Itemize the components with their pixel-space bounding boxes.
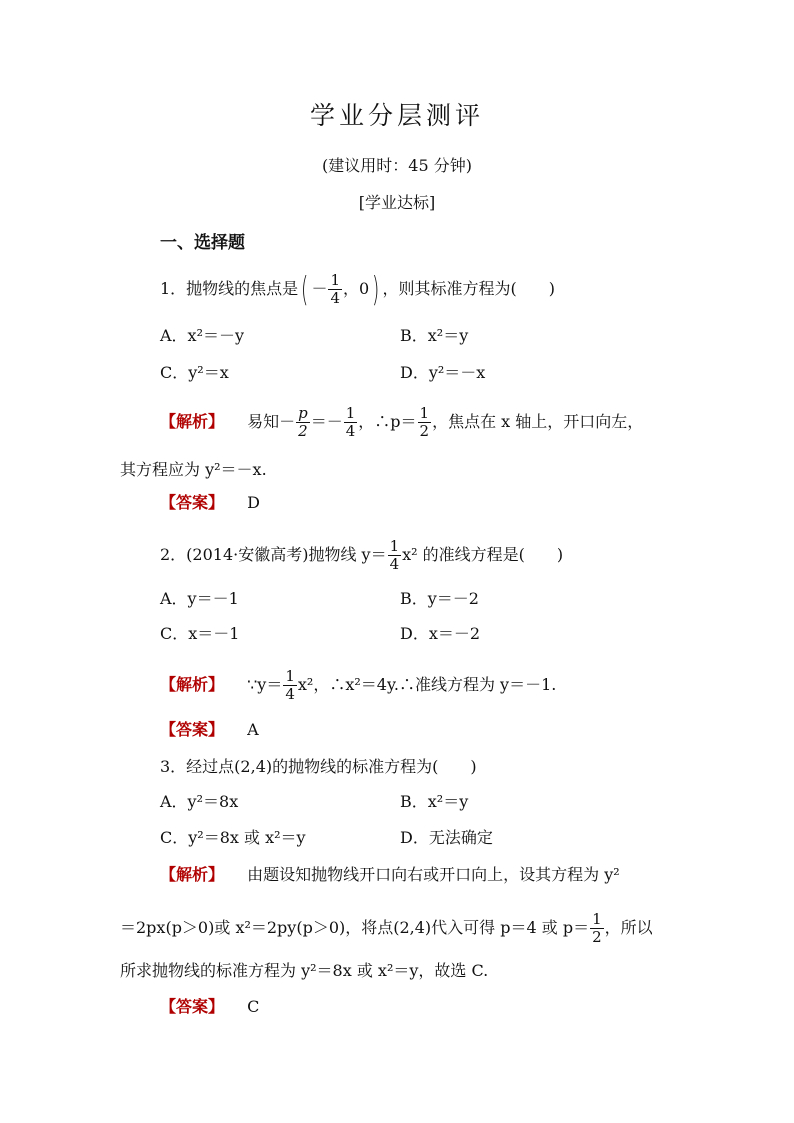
q2-option-a: A．y＝－1 — [160, 589, 239, 608]
q2-stem-fraction — [388, 538, 402, 573]
q3-analysis-line2 — [120, 911, 653, 946]
q1-analysis-1b: ＝－ — [310, 412, 343, 431]
page-title: 学业分层测评 — [309, 101, 484, 130]
q1-analysis-frac1-num: p — [298, 404, 308, 422]
q3-answer-line — [160, 996, 259, 1019]
q3-analysis-2a: ＝2px(p＞0)或 x²＝2py(p＞0)，将点(2,4)代入可得 p＝4 或 p＝ — [120, 918, 590, 937]
q1-analysis-tag: 【解析】 — [160, 414, 225, 431]
q3-answer-tag: 【答案】 — [160, 999, 225, 1016]
q2-option-d: D．x＝－2 — [400, 624, 481, 643]
q1-option-b: B．x²＝y — [400, 326, 469, 345]
q1-stem — [160, 269, 555, 310]
q1-analysis-1d: ，焦点在 x 轴上，开口向左， — [432, 412, 644, 431]
q2-analysis-fraction — [283, 668, 297, 703]
q2-stem-prefix: 2．(2014·安徽高考)抛物线 y＝ — [160, 545, 387, 564]
q3-option-b: B．x²＝y — [400, 792, 469, 811]
q1-option-d: D．y²＝－x — [400, 363, 486, 382]
q1-analysis-frac3-den: 2 — [419, 422, 430, 440]
q1-focus-den: 4 — [330, 289, 341, 307]
q3-analysis-line1 — [160, 864, 620, 887]
q3-option-d: D．无法确定 — [400, 828, 493, 847]
q3-analysis-frac-num: 1 — [592, 910, 602, 928]
q1-analysis-frac3 — [418, 405, 432, 440]
q1-analysis-1c: ，∴p＝ — [358, 412, 417, 431]
q3-option-a: A．y²＝8x — [160, 792, 239, 811]
q1-stem-prefix: 1．抛物线的焦点是 — [160, 279, 299, 298]
q1-answer: D — [247, 493, 260, 512]
q1-focus-num: 1 — [330, 271, 341, 289]
q3-analysis-frac-den: 2 — [592, 928, 602, 946]
q2-analysis-frac-num: 1 — [285, 667, 295, 685]
q1-focus-tail: ，0 — [343, 279, 370, 298]
q1-analysis-line2: 其方程应为 y²＝－x. — [120, 460, 267, 479]
q1-option-a: A．x²＝－y — [160, 326, 245, 345]
q1-answer-tag: 【答案】 — [160, 495, 225, 512]
level-heading: [学业达标] — [358, 193, 436, 212]
q2-analysis-tag: 【解析】 — [160, 677, 225, 694]
q2-answer-line — [160, 719, 259, 742]
q1-analysis-frac2-num: 1 — [345, 404, 356, 422]
q3-stem: 3．经过点(2,4)的抛物线的标准方程为( ) — [160, 757, 477, 776]
q3-analysis-line3: 所求抛物线的标准方程为 y²＝8x 或 x²＝y，故选 C. — [120, 961, 489, 980]
q1-focus-sign: － — [311, 279, 328, 298]
q1-analysis-frac3-num: 1 — [419, 404, 430, 422]
q1-analysis-1a: 易知－ — [247, 412, 296, 431]
q1-option-c: C．y²＝x — [160, 363, 229, 382]
q1-analysis-frac1-den: 2 — [298, 422, 308, 440]
q2-analysis-b: x²，∴x²＝4y.∴准线方程为 y＝－1. — [297, 675, 557, 694]
q2-stem — [160, 538, 563, 573]
q3-analysis-fraction — [590, 911, 604, 946]
q1-right-paren: ) — [372, 269, 380, 310]
q1-answer-line — [160, 492, 260, 515]
section-heading: 一、选择题 — [160, 233, 245, 253]
q1-analysis-frac2 — [344, 405, 358, 440]
q2-stem-frac-num: 1 — [389, 537, 400, 555]
q1-analysis-frac1 — [296, 405, 310, 440]
q2-option-c: C．x＝－1 — [160, 624, 240, 643]
q1-analysis-frac2-den: 4 — [345, 422, 356, 440]
time-suggestion: (建议用时：45 分钟) — [322, 156, 472, 175]
q1-focus-fraction — [328, 272, 342, 307]
q2-analysis-frac-den: 4 — [285, 685, 295, 703]
q2-stem-suffix: x² 的准线方程是( ) — [402, 545, 564, 564]
q2-analysis-line — [160, 668, 556, 703]
q3-analysis-tag: 【解析】 — [160, 867, 225, 884]
q2-answer-tag: 【答案】 — [160, 722, 225, 739]
q1-analysis-line1 — [160, 405, 643, 440]
q2-analysis-a: ∵y＝ — [247, 675, 283, 694]
q2-stem-frac-den: 4 — [389, 555, 400, 573]
q3-analysis-2b: ，所以 — [604, 918, 653, 937]
q3-analysis-1: 由题设知抛物线开口向右或开口向上，设其方程为 y² — [247, 865, 620, 884]
q3-answer: C — [247, 997, 260, 1016]
q2-answer: A — [247, 720, 259, 739]
q3-option-c: C．y²＝8x 或 x²＝y — [160, 828, 306, 847]
q1-stem-suffix: ，则其标准方程为( ) — [382, 279, 555, 298]
q2-option-b: B．y＝－2 — [400, 589, 479, 608]
q1-left-paren: ( — [301, 269, 309, 310]
